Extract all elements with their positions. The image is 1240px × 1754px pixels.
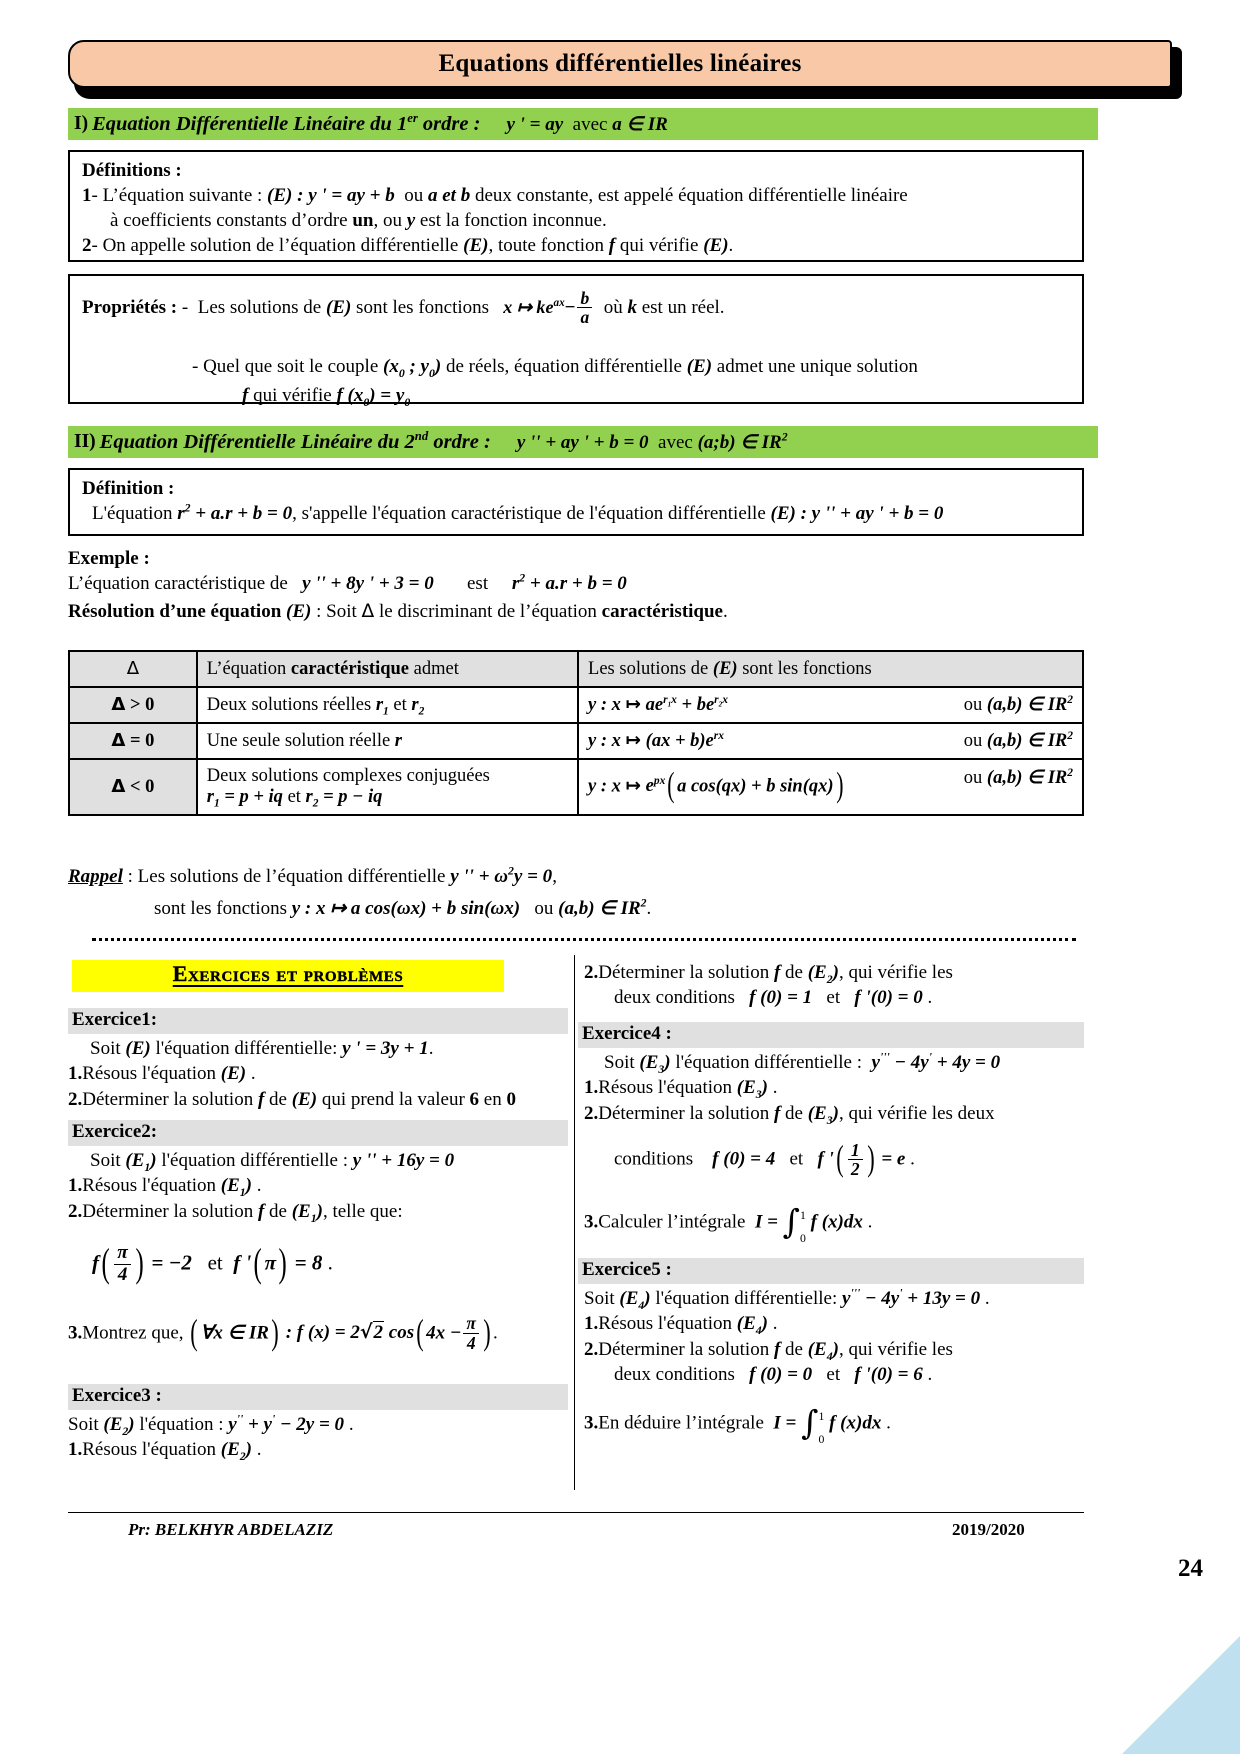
- footer-author: Pr: BELKHYR ABDELAZIZ: [128, 1520, 334, 1539]
- page-title: Equations différentielles linéaires: [438, 50, 802, 77]
- definition-item-1: 1- L’équation suivante : (E) : y ' = ay + b ou a et b deux constante, est appelé équation différentielle linéaire: [82, 185, 908, 207]
- exercise-5-header: Exercice5 :: [578, 1258, 1084, 1284]
- exercise-3-continued: [584, 960, 1084, 1011]
- rappel-line-2: sont les fonctions y : x ↦ a cos(ωx) + b sin(ωx) ou (a,b) ∈ $IR^2$.: [154, 897, 652, 920]
- delta-icon: Δ: [361, 600, 375, 622]
- exercise-5-line-3: 2.Déterminer la solution f de $(E_4)$, qui vérifie les: [584, 1338, 953, 1363]
- exercise-4-header: Exercice4 :: [578, 1022, 1084, 1048]
- table-cell-solution-1: y : x ↦ $ae^{r_1x} + be^{r_2x}$ ou (a,b) ∈ $IR^2$: [578, 687, 1083, 723]
- exercise-2-line-4: 3.Montrez que, ( ∀x ∈ IR) : f (x) = 2√2 cos( 4x − $\frac{\pi}{4}$ ) .: [68, 1311, 498, 1353]
- exercise-1-line-1: Soit (E) l'équation différentielle: y ' = 3y + 1.: [90, 1038, 434, 1059]
- exercise-2-body: [68, 1148, 578, 1358]
- exercise-2-line-2: 1.Résous l'équation $(E_1)$ .: [68, 1175, 262, 1200]
- dotted-separator: [92, 938, 1076, 941]
- exercise-5-line-4: 3.En déduire l’intégrale I = ∫ 1 0 f (x)dx .: [584, 1402, 891, 1447]
- exercise-1-line-2: 1.Résous l'équation (E) .: [68, 1063, 256, 1085]
- proprietes-line-3: f qui vérifie f $(x_0) = y_0$: [242, 384, 411, 409]
- exercise-2-header: Exercice2:: [68, 1120, 568, 1146]
- table-row: [69, 723, 1083, 759]
- exercise-4-line-1: Soit $(E_3)$ l'équation différentielle : y''' − 4y' + 4y = 0: [604, 1050, 1001, 1076]
- section-2-headline: Equation Différentielle Linéaire du 2nd ordre :: [99, 428, 491, 453]
- section-1-headline: Equation Différentielle Linéaire du 1er ordre :: [92, 110, 481, 135]
- definition-2-text: L'équation $r^2 + a.r + b = 0$, s'appelle l'équation caractéristique de l'équation différentielle (E) : y '' + ay ' + b = 0: [92, 501, 944, 525]
- admits-3-line2: $r_1 = p$ + iq et $r_2 = p$ − iq: [206, 787, 383, 810]
- discriminant-table: [68, 650, 1084, 816]
- section-1-bar: [68, 108, 1098, 140]
- exercise-4-line-3: 2.Déterminer la solution f de $(E_3)$, qui vérifie les deux: [584, 1102, 995, 1127]
- table-cell-admits-2: Une seule solution réelle r: [197, 723, 578, 759]
- exercise-3-cont-line-2: deux conditions f (0) = 1 et f '(0) = 0 .: [614, 987, 933, 1009]
- definitions-label: Définitions :: [82, 160, 182, 181]
- exercise-4-conditions: conditions f (0) = 4 et f '( $\frac{1}{2}$ ) = e .: [614, 1138, 915, 1180]
- proprietes-line-1: Propriétés : - Les solutions de (E) sont les fonctions x ↦ $ke^{ax}-$ $\frac{b}{a}$ où k est un réel.: [82, 288, 725, 328]
- section-1-equation: y ' = ay avec a ∈ IR: [506, 113, 668, 135]
- table-header-delta: Δ: [69, 651, 197, 687]
- exercise-2-line-3: 2.Déterminer la solution f de $(E_1)$, telle que:: [68, 1200, 403, 1225]
- exercise-5-line-2: 1.Résous l'équation $(E_4)$ .: [584, 1313, 778, 1338]
- rappel-label: Rappel: [68, 866, 123, 887]
- section-1-roman: I): [74, 113, 89, 134]
- exercise-5-body: [584, 1286, 1090, 1446]
- table-row: [69, 759, 1083, 815]
- section-2-bar: [68, 426, 1098, 458]
- rappel-line-1: Rappel : Les solutions de l’équation différentielle y '' + $\omega^2y = 0$,: [68, 864, 557, 887]
- table-cell-case-2: Δ = 0: [69, 723, 197, 759]
- table-header-admits: L’équation caractéristique admet: [197, 651, 578, 687]
- exemple-label: Exemple :: [68, 548, 150, 569]
- table-cell-condition-1: ou (a,b) ∈ $IR^2$: [963, 693, 1073, 715]
- table-cell-case-1: Δ > 0: [69, 687, 197, 723]
- definitions-box: [68, 150, 1084, 262]
- exemple-line: L’équation caractéristique de y '' + 8y ' + 3 = 0 est $r^2 + a.r + b = 0$: [68, 572, 627, 595]
- exercise-4-line-4: 3.Calculer l’intégrale I = ∫ 1 0 f (x)dx .: [584, 1201, 873, 1246]
- b-over-a-fraction: $\frac{b}{a}$: [577, 289, 592, 327]
- exercise-3-body: [68, 1412, 578, 1463]
- table-cell-condition-3: ou (a,b) ∈ $IR^2$: [963, 766, 1073, 788]
- table-row: [69, 687, 1083, 723]
- definition-2-label: Définition :: [82, 478, 175, 499]
- title-box: [68, 40, 1172, 88]
- table-cell-admits-3: [197, 759, 578, 815]
- definition-2-box: [68, 468, 1084, 536]
- corner-decoration: [1122, 1636, 1240, 1754]
- proprietes-box: [68, 274, 1084, 409]
- proprietes-label: Propriétés :: [82, 297, 178, 319]
- exercise-4-body: [584, 1050, 1090, 1245]
- exercise-1-line-3: 2.Déterminer la solution f de (E) qui prend la valeur 6 en 0: [68, 1088, 516, 1110]
- exercise-1-body: [68, 1036, 578, 1112]
- table-cell-admits-1: Deux solutions réelles $r_1$ et $r_2$: [197, 687, 578, 723]
- exercises-title: Exercices et problèmes: [172, 961, 404, 986]
- exercise-3-line-2: 1.Résous l'équation $(E_2)$ .: [68, 1439, 262, 1464]
- definition-item-1-line2: à coefficients constants d’ordre un, ou y est la fonction inconnue.: [110, 210, 607, 232]
- exercise-3-line-1: Soit $(E_2)$ l'équation : y'' + y' − 2y = 0 .: [68, 1412, 354, 1438]
- table-header-row: [69, 651, 1083, 687]
- table-cell-condition-2: ou (a,b) ∈ $IR^2$: [963, 729, 1073, 751]
- exemple-block: [68, 546, 1084, 625]
- resolution-line: Résolution d’une équation (E) : Soit Δ le discriminant de l’équation caractéristique.: [68, 599, 1084, 625]
- exercise-2-line-1: Soit $(E_1)$ l'équation différentielle : y '' + 16y = 0: [90, 1150, 455, 1174]
- page-number: 24: [1178, 1555, 1203, 1582]
- exercise-3-cont-line-1: 2.Déterminer la solution f de $(E_2)$, qui vérifie les: [584, 962, 953, 986]
- admits-3-line1: Deux solutions complexes conjuguées: [206, 766, 490, 786]
- exercise-5-line-1: Soit $(E_4)$ l'équation différentielle: y''' − 4y' + 13y = 0 .: [584, 1286, 990, 1312]
- section-2-equation: y '' + ay ' + b = 0 avec (a;b) ∈ $IR^2$: [516, 430, 788, 453]
- table-cell-case-3: Δ < 0: [69, 759, 197, 815]
- exercise-1-header: Exercice1:: [68, 1008, 568, 1034]
- section-2-roman: II): [74, 431, 96, 452]
- rappel-block: [68, 864, 1084, 922]
- table-cell-solution-2: y : x ↦ $(ax + b)e^{rx}$ ou (a,b) ∈ $IR^2$: [578, 723, 1083, 759]
- exercise-3-header: Exercice3 :: [68, 1384, 568, 1410]
- footer-rule: [68, 1512, 1084, 1513]
- definition-item-2: 2- On appelle solution de l’équation différentielle (E), toute fonction f qui vérifie (E).: [82, 235, 734, 257]
- exercise-5-conditions: deux conditions f (0) = 0 et f '(0) = 6 .: [614, 1364, 933, 1386]
- page-title-banner: [68, 40, 1176, 95]
- exercises-title-banner: [72, 960, 504, 992]
- table-header-solutions: Les solutions de (E) sont les fonctions: [578, 651, 1083, 687]
- exercise-2-conditions: f( $\frac{\pi}{4}$ ) = −2 et f '( π) = 8 .: [92, 1240, 333, 1286]
- exercise-4-line-2: 1.Résous l'équation $(E_3)$ .: [584, 1077, 778, 1102]
- table-cell-solution-3: y : x ↦ $e^{px}$( a cos(qx) + b sin(qx)) ou (a,b) ∈ $IR^2$: [578, 759, 1083, 815]
- footer-year: 2019/2020: [952, 1520, 1025, 1539]
- proprietes-line-2: - Quel que soit le couple ($x_0$ ; $y_0$) de réels, équation différentielle (E) admet une unique solution: [192, 355, 918, 380]
